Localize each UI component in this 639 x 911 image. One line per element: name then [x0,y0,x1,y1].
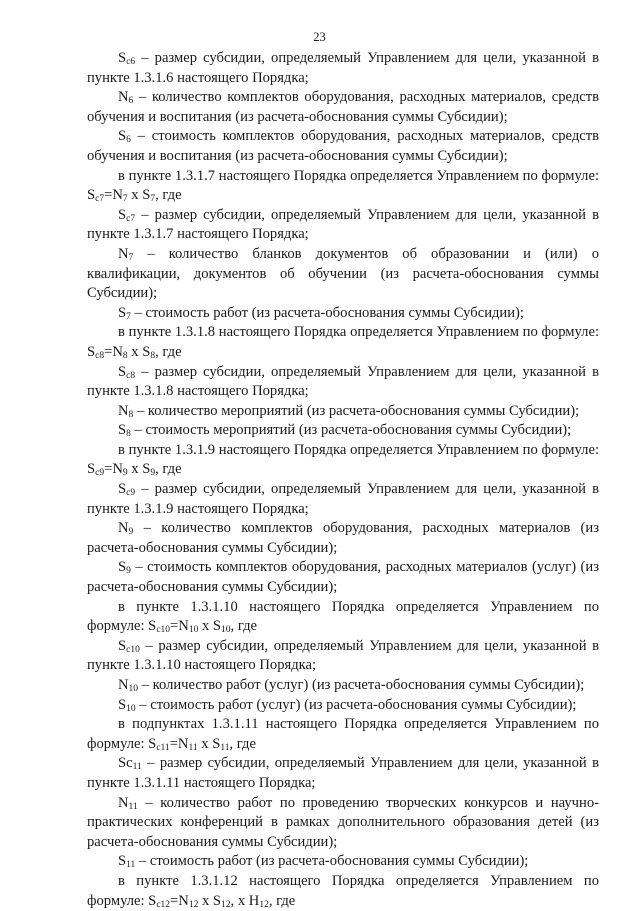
paragraph [87,127,599,166]
paragraph [87,598,599,637]
text-run: S [118,481,127,498]
paragraph [87,402,599,422]
text-run: N [118,794,129,811]
subscript: с9 [126,488,136,499]
subscript: 6 [126,135,131,146]
text-run: , где [155,461,182,478]
subscript: 7 [150,194,156,205]
text-run: , где [155,187,182,204]
paragraph [87,676,599,696]
subscript: 12 [221,899,231,910]
text-run: в пункте 1.3.1.12 настоящего Порядка определяется Управлением по формуле: S [87,872,599,909]
text-run: , x H [230,892,260,909]
subscript: 8 [126,429,131,440]
subscript: с7 [126,213,136,224]
text-run: – размер субсидии, определяемый Управлением для цели, указанной в пункте 1.3.1.6 настоящего Порядка; [87,50,599,86]
text-run: S [118,696,127,713]
text-run: =N [104,343,123,360]
text-run: S [118,50,127,66]
text-run: N [118,677,129,693]
text-run: – количество комплектов оборудования, расходных материалов, средств обучения и воспитания (из расчета-обоснования суммы Субсидии); [87,89,599,125]
text-run: N [118,245,129,262]
text-run: – размер субсидии, определяемый Управлением для цели, указанной в пункте 1.3.1.8 настоящего Порядка; [87,363,599,400]
paragraph [87,88,599,127]
subscript: 8 [122,350,128,361]
subscript: с6 [126,57,136,67]
text-run: – размер субсидии, определяемый Управлением для цели, указанной в пункте 1.3.1.11 настоящего Порядка; [87,755,599,791]
text-run: S [118,206,127,223]
subscript: 7 [122,194,128,205]
text-run: S [118,363,127,380]
text-run: – стоимость мероприятий (из расчета-обоснования суммы Субсидии); [130,422,572,439]
text-run: =N [169,735,189,752]
text-run: – стоимость комплектов оборудования, расходных материалов (услуг) (из расчета-обоснования суммы Субсидии); [87,559,599,596]
text-run: S [118,559,127,576]
paragraph [87,754,599,793]
text-run: – стоимость работ (услуг) (из расчета-обоснования суммы Субсидии); [135,696,577,713]
subscript: 10 [126,703,136,714]
text-run: – количество бланков документов об образовании и (или) о квалификации, документов об обучении (из расчета-обоснования суммы Субсидии); [87,245,599,302]
text-run: x S [127,461,151,478]
subscript: 9 [128,527,134,538]
paragraph [87,363,599,402]
subscript: 11 [132,762,142,773]
text-run: – стоимость работ (из расчета-обоснования суммы Субсидии); [135,853,529,870]
text-run: – стоимость работ (из расчета-обоснования суммы Субсидии); [130,304,524,321]
text-run: в подпунктах 1.3.1.11 настоящего Порядка определяется Управлением по формуле: S [87,716,599,752]
subscript: с8 [126,370,136,381]
subscript: 11 [220,742,230,753]
subscript: 8 [128,409,134,420]
text-run: – размер субсидии, определяемый Управлением для цели, указанной в пункте 1.3.1.7 настоящего Порядка; [87,206,599,243]
document-body [87,49,599,911]
text-run: – количество мероприятий (из расчета-обоснования суммы Субсидии); [133,402,580,419]
text-run: Sс [118,755,133,772]
text-run: N [118,520,129,537]
subscript: 9 [122,468,128,479]
subscript: с8 [95,350,105,361]
text-run: N [118,89,129,106]
subscript: 6 [128,96,134,107]
page-number: 23 [313,30,326,44]
subscript: 10 [221,625,231,636]
text-run: =N [170,892,189,909]
subscript: с7 [95,194,105,205]
paragraph [87,323,599,362]
subscript: с12 [156,899,171,910]
subscript: 10 [188,625,199,636]
paragraph [87,715,599,754]
text-run: S [118,422,127,439]
subscript: 10 [128,684,139,694]
text-run: =N [104,187,123,204]
text-run: – размер субсидии, определяемый Управлением для цели, указанной в пункте 1.3.1.10 настоящего Порядка; [87,637,599,674]
subscript: 9 [126,566,131,577]
paragraph [87,480,599,519]
subscript: 9 [150,468,156,479]
paragraph [87,245,599,304]
subscript: 11 [126,860,136,871]
subscript: с11 [156,742,170,753]
subscript: 11 [188,742,198,753]
text-run: N [118,402,129,419]
paragraph [87,872,599,911]
text-run: в пункте 1.3.1.7 настоящего Порядка определяется Управлением по формуле: S [87,167,599,204]
text-run: S [118,637,127,654]
text-run: =N [104,461,123,478]
subscript: 12 [188,899,199,910]
text-run: , где [229,735,256,752]
text-run: S [118,128,127,145]
text-run: x S [127,343,151,360]
paragraph [87,519,599,558]
subscript: 8 [150,350,156,361]
subscript: с9 [95,468,105,479]
text-run: x S [198,892,222,909]
text-run: в пункте 1.3.1.10 настоящего Порядка определяется Управлением по формуле: S [87,598,599,635]
paragraph [87,558,599,597]
text-run: – количество комплектов оборудования, расходных материалов (из расчета-обоснования суммы Субсидии); [87,520,599,556]
subscript: 7 [126,311,131,322]
paragraph [87,852,599,872]
subscript: с10 [156,625,171,636]
text-run: в пункте 1.3.1.8 настоящего Порядка определяется Управлением по формуле: S [87,324,599,360]
paragraph [87,441,599,480]
paragraph [87,637,599,676]
text-run: – размер субсидии, определяемый Управлением для цели, указанной в пункте 1.3.1.9 настоящего Порядка; [87,481,599,517]
text-run: , где [155,343,182,360]
paragraph [87,794,599,853]
paragraph [87,304,599,324]
paragraph [87,167,599,206]
subscript: 7 [128,252,134,263]
text-run: , где [230,618,257,635]
subscript: 11 [128,801,138,812]
subscript: 12 [259,899,269,910]
text-run: S [118,853,127,870]
text-run: – количество работ (услуг) (из расчета-обоснования суммы Субсидии); [138,677,585,693]
text-run: =N [170,618,189,635]
paragraph [87,206,599,245]
paragraph [87,421,599,441]
paragraph [87,696,599,716]
subscript: с10 [126,644,140,655]
text-run: , где [268,892,296,909]
text-run: в пункте 1.3.1.9 настоящего Порядка определяется Управлением по формуле: S [87,441,599,478]
text-run: S [118,304,127,321]
text-run: x S [127,187,151,204]
paragraph [87,49,599,88]
text-run: x S [197,735,221,752]
text-run: x S [198,618,222,635]
text-run: – стоимость комплектов оборудования, расходных материалов, средств обучения и воспитания (из расчета-обоснования суммы Субсидии); [87,128,599,164]
text-run: – количество работ по проведению творческих конкурсов и научно-практических конференций в рамках дополнительного образования детей (из расчета-обоснования суммы Субсидии); [87,794,599,850]
